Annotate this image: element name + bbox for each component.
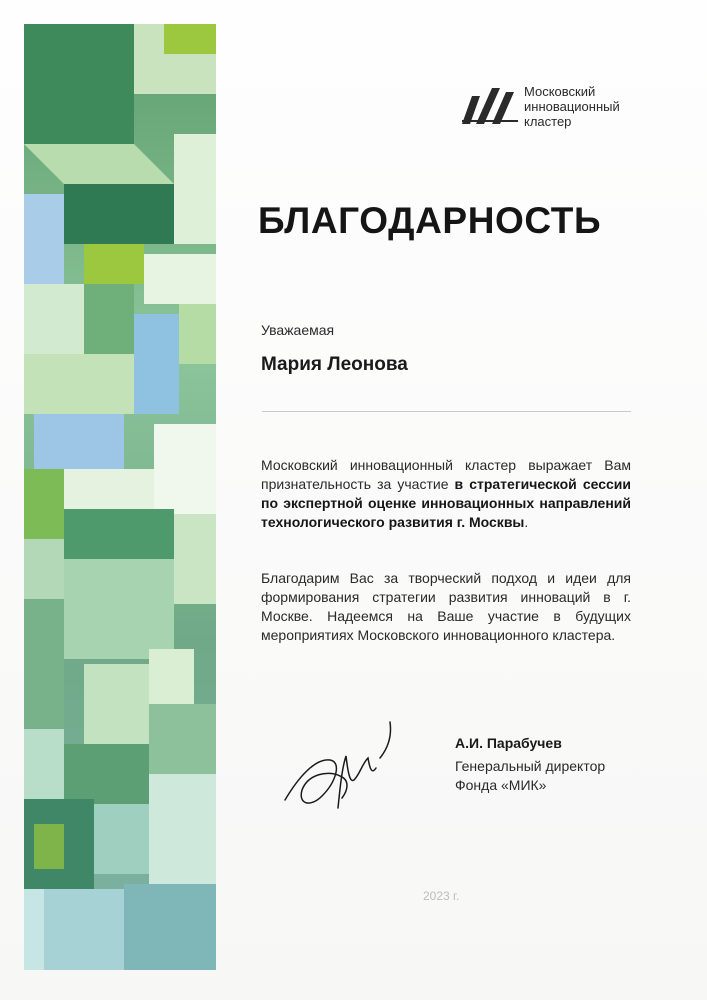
gratitude-paragraph <box>261 456 631 532</box>
signer-role-line-1: Генеральный директор <box>455 758 606 774</box>
page-title: БЛАГОДАРНОСТЬ <box>258 200 602 241</box>
logo-line-2: инновационный <box>524 99 620 114</box>
mik-logo-icon <box>462 88 518 124</box>
paragraph-text: Московский инновационный кластер выражает Вам признательность за участие <box>261 457 631 492</box>
recipient-name: Мария Леонова <box>261 354 408 375</box>
signer-name: А.И. Парабучев <box>455 735 562 751</box>
decorative-cube-artwork <box>24 24 216 970</box>
event-name: в стратегической сессии по экспертной оценке инновационных направлений технологического развития г. Москвы <box>261 476 631 530</box>
closing-paragraph: Благодарим Вас за творческий подход и идеи для формирования стратегии развития инноваций в г. Москве. Надеемся на Ваше участие в будущих мероприятиях Московского инновационного кластера. <box>261 570 631 643</box>
signature-icon <box>280 718 400 813</box>
year: 2023 г. <box>423 889 460 903</box>
logo <box>462 84 662 128</box>
logo-line-3: кластер <box>524 114 572 129</box>
logo-line-1: Московский <box>524 84 596 99</box>
signer-role-line-2: Фонда «МИК» <box>455 777 547 793</box>
paragraph-end: . <box>524 514 529 530</box>
signer-role <box>455 757 605 795</box>
signature <box>280 718 400 818</box>
salutation: Уважаемая <box>261 322 335 338</box>
divider <box>262 411 631 412</box>
